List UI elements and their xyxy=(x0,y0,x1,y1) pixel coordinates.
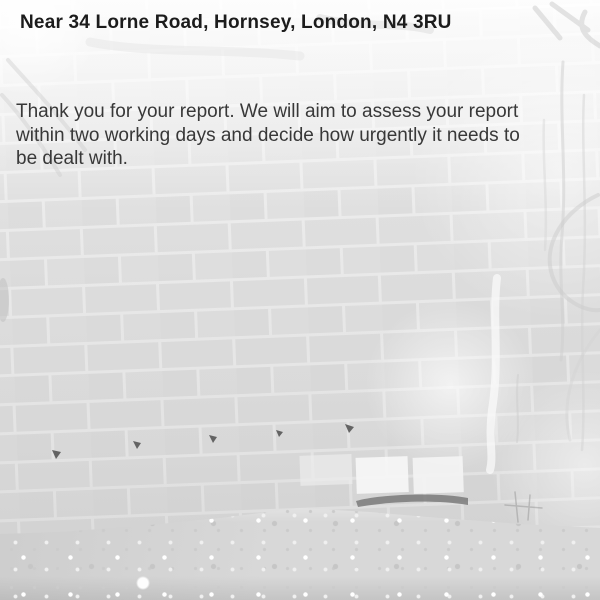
message-line-2: within two working days and decide how urgently it needs to xyxy=(16,124,520,146)
message-line-3: be dealt with. xyxy=(16,148,128,169)
message-line-1: Thank you for your report. We will aim to assess your report xyxy=(16,101,519,122)
confirmation-message xyxy=(16,100,520,171)
location-title: Near 34 Lorne Road, Hornsey, London, N4 3RU xyxy=(20,12,452,33)
